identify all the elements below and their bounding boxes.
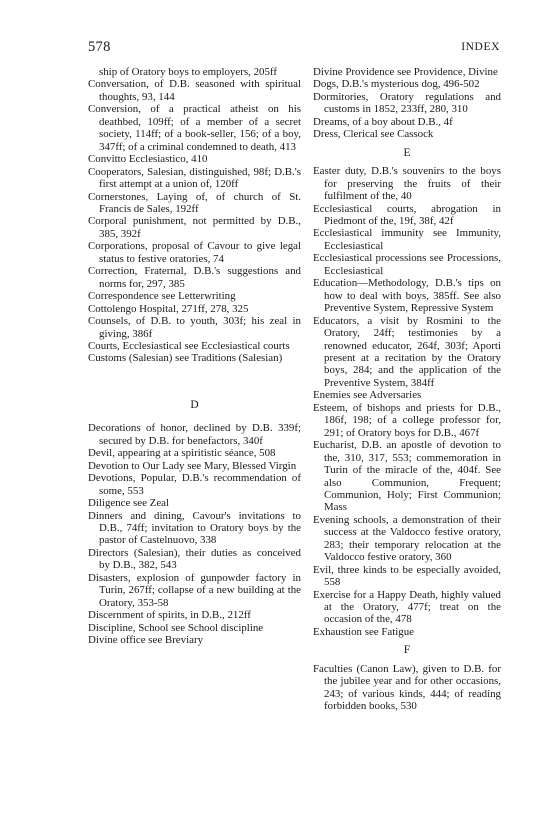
section-gap [88,365,301,387]
index-entry: Divine Providence see Providence, Divine [313,66,498,78]
index-entry: Devil, appearing at a spiritistic séance, 508 [88,447,276,460]
index-entry: Evil, three kinds to be especially avoided, 558 [313,563,501,589]
index-entry: Easter duty, D.B.'s souvenirs to the boys for preserving the fruits of their fulfilment of the, 40 [313,165,501,203]
index-entry: Eucharist, D.B. an apostle of devotion to the, 310, 317, 553; commemoration in Turin of the miracle of the, 404f. See also Communion, Frequent; Communion, Holy; First Communion; Mass [313,439,501,514]
right-entries-top [313,66,501,141]
index-entry: Faculties (Canon Law), given to D.B. for the jubilee year and for other occasions, 243; of various kinds, 444; of reading forbidden books, 530 [313,662,501,713]
index-entry: Conversion, of a practical atheist on his deathbed, 109ff; of a member of a secret society, 114ff; of a book-seller, 156; of a boy, 347ff; of a criminal condemned to death, 413 [88,103,301,153]
index-entry: Exercise for a Happy Death, highly valued at the Oratory, 477f; treat on the occasion of the, 478 [313,588,501,626]
left-column [88,66,301,646]
index-entry: Conversation, of D.B. seasoned with spiritual thoughts, 93, 144 [88,78,301,103]
index-entry: Education—Methodology, D.B.'s tips on how to deal with boys, 385ff. See also Preventive System, Repressive System [313,277,501,315]
index-entry: Devotion to Our Lady see Mary, Blessed Virgin [88,459,297,472]
section-letter-f: F [403,644,411,657]
index-entry: Divine office see Breviary [88,634,204,647]
index-entry: Correspondence see Letterwriting [88,290,236,303]
index-entry: Educators, a visit by Rosmini to the Oratory, 24ff; testimonies by a renowned educator, 264f, 303f; Aporti present at a recitation by the Oratory boys, 284; and the application of the Preventive System, 384ff [313,314,501,389]
index-entry: Corporal punishment, not permitted by D.B., 385, 392f [88,215,301,240]
index-entry: Esteem, of bishops and priests for D.B., 186f, 198; of a college professor for, 291; of Oratory boys for D.B., 467f [313,401,501,439]
left-entries-d [88,422,301,646]
index-entry: Correction, Fraternal, D.B.'s suggestions and norms for, 297, 385 [88,265,301,290]
index-entry: Dinners and dining, Cavour's invitations to D.B., 74ff; invitation to Oratory boys by the pastor of Castelnuovo, 338 [88,509,301,547]
right-entries-f [313,663,501,713]
right-column [313,66,501,713]
index-entry: Diligence see Zeal [88,497,170,510]
index-entry: Ecclesiastical courts, abrogation in Piedmont of the, 19f, 38f, 42f [313,202,501,227]
index-entry: Directors (Salesian), their duties as conceived by D.B., 382, 543 [88,546,301,572]
section-letter-d: D [190,398,199,411]
index-entry: Enemies see Adversaries [313,389,422,402]
index-entry: Cottolengo Hospital, 271ff, 278, 325 [88,302,249,315]
index-entry: Ecclesiastical processions see Processions, Ecclesiastical [313,252,501,277]
page-number: 578 [88,39,111,55]
left-entries-top [88,66,301,365]
index-entry: ship of Oratory boys to employers, 205ff [99,66,277,78]
index-entry: Dogs, D.B.'s mysterious dog, 496-502 [313,78,480,91]
index-entry: Evening schools, a demonstration of their success at the Valdocco festive oratory, 283; their temporary relocation at the Valdocco festive oratory, 360 [313,513,501,564]
index-entry: Devotions, Popular, D.B.'s recommendation of some, 553 [88,472,301,497]
index-entry: Counsels, of D.B. to youth, 303f; his zeal in giving, 386f [88,315,301,340]
index-entry: Dormitories, Oratory regulations and customs in 1852, 233ff, 280, 310 [313,90,501,116]
section-letter-e: E [403,146,411,159]
index-entry: Disasters, explosion of gunpowder factory in Turin, 267ff; collapse of a new building at the Oratory, 353-58 [88,571,301,609]
index-entry: Customs (Salesian) see Traditions (Salesian) [88,352,283,365]
index-entry: Exhaustion see Fatigue [313,625,415,638]
index-entry: Cornerstones, Laying of, of church of St. Francis de Sales, 192ff [88,190,301,215]
index-entry: Discernment of spirits, in D.B., 212ff [88,609,251,622]
index-entry: Decorations of honor, declined by D.B. 339f; secured by D.B. for benefactors, 340f [88,422,301,447]
index-entry: Cooperators, Salesian, distinguished, 98f; D.B.'s first attempt at a union of, 120ff [88,165,301,191]
index-entry: Courts, Ecclesiastical see Ecclesiastical courts [88,339,290,352]
index-entry: Discipline, School see School discipline [88,621,264,634]
running-head: INDEX [461,41,500,53]
index-entry: Dreams, of a boy about D.B., 4f [313,115,453,128]
right-entries-e [313,165,501,638]
index-entry: Dress, Clerical see Cassock [313,128,434,141]
index-entry: Convitto Ecclesiastico, 410 [88,153,208,166]
index-entry: Ecclesiastical immunity see Immunity, Ecclesiastical [313,227,501,252]
index-entry: Corporations, proposal of Cavour to give legal status to festive oratories, 74 [88,240,301,265]
